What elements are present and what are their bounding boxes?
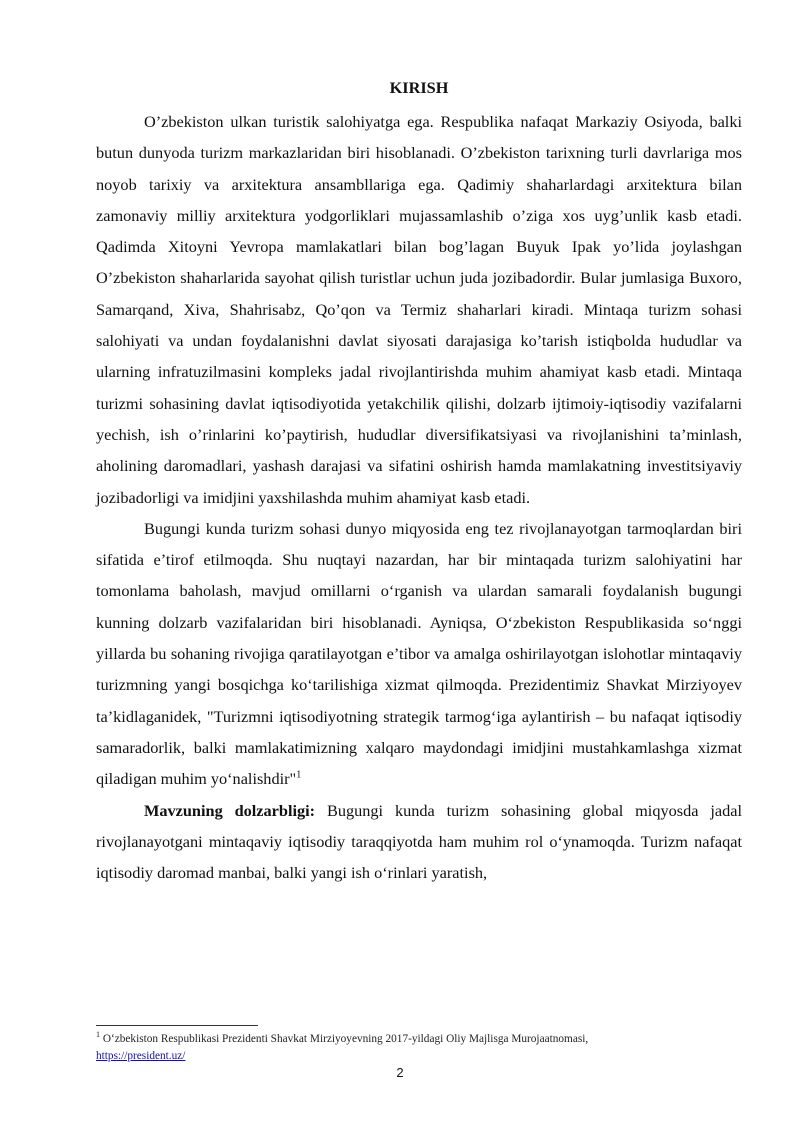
footnote (96, 1031, 742, 1065)
paragraph-importance (96, 513, 742, 795)
paragraph-relevance (96, 795, 742, 889)
relevance-heading: Mavzuning dolzarbligi: (144, 800, 316, 820)
footnote-marker: 1 (96, 1030, 100, 1040)
footnote-text: O‘zbekiston Respublikasi Prezidenti Shavkat Mirziyoyevning 2017-yildagi Oliy Majlisga Murojaatnomasi, (100, 1033, 589, 1045)
footnote-reference[interactable]: 1 (296, 769, 302, 781)
page-number: 2 (396, 1065, 404, 1080)
paragraph-importance-text: Bugungi kunda turizm sohasi dunyo miqyosida eng tez rivojlanayotgan tarmoqlardan biri sifatida e’tirof etilmoqda. Shu nuqtayi nazardan, har bir mintaqada turizm salohiyatini har tomonlama baholash, mavjud omillarni o‘rganish va ulardan samarali foydalanish bugungi kunning dolzarb vazifalaridan biri hisoblanadi. Ayniqsa, O‘zbekiston Respublikasida so‘nggi yillarda bu sohaning rivojiga qaratilayotgan e’tibor va amalga oshirilayotgan islohotlar mintaqaviy turizmning yangi bosqichga ko‘tarilishiga xizmat qilmoqda. Prezidentimiz Shavkat Mirziyoyev ta’kidlaganidek, "Turizmni iqtisodiyotning strategik tarmog‘iga aylantirish – bu nafaqat iqtisodiy samaradorlik, balki mamlakatimizning xalqaro maydondagi imidjini mustahkamlashga xizmat qiladigan muhim yo‘nalishdir" (96, 518, 742, 789)
paragraph-intro: O’zbekiston ulkan turistik salohiyatga ega. Respublika nafaqat Markaziy Osiyoda, balki butun dunyoda turizm markazlaridan biri hisoblanadi. O’zbekiston tarixning turli davrlariga mos noyob tarixiy va arxitektura ansambllariga ega. Qadimiy shaharlardagi arxitektura bilan zamonaviy milliy arxitektura yodgorliklari mujassamlashib o’ziga xos uyg’unlik kasb etadi. Qadimda Xitoyni Yevropa mamlakatlari bilan bog’lagan Buyuk Ipak yo’lida joylashgan O’zbekiston shaharlarida sayohat qilish turistlar uchun juda jozibadordir. Bular jumlasiga Buxoro, Samarqand, Xiva, Shahrisabz, Qo’qon va Termiz shaharlari kiradi. Mintaqa turizm sohasi salohiyati va undan foydalanishni davlat siyosati darajasiga ko’tarish istiqbolda hududlar va ularning infratuzilmasini kompleks jadal rivojlantirishda muhim ahamiyat kasb etadi. Mintaqa turizmi sohasining davlat iqtisodiyotida yetakchilik qilishi, dolzarb ijtimoiy-iqtisodiy vazifalarni yechish, ish o’rinlarini ko’paytirish, hududlar diversifikatsiyasi va rivojlanishini ta’minlash, aholining daromadlari, yashash darajasi va sifatini oshirish hamda mamlakatning investitsiyaviy jozibadorligi va imidjini yaxshilashda muhim ahamiyat kasb etadi. (96, 112, 742, 507)
section-title: KIRISH (389, 78, 449, 97)
body-text (96, 106, 742, 888)
footnote-link[interactable]: https://president.uz/ (96, 1050, 186, 1062)
relevance-text: Bugungi kunda turizm sohasining global miqyosda jadal rivojlanayotgani mintaqaviy iqtisodiy taraqqiyotda ham muhim rol o‘ynamoqda. Turizm nafaqat iqtisodiy daromad manbai, balki yangi ish o‘rinlari yaratish, (96, 800, 742, 883)
footnote-divider (96, 1025, 258, 1026)
